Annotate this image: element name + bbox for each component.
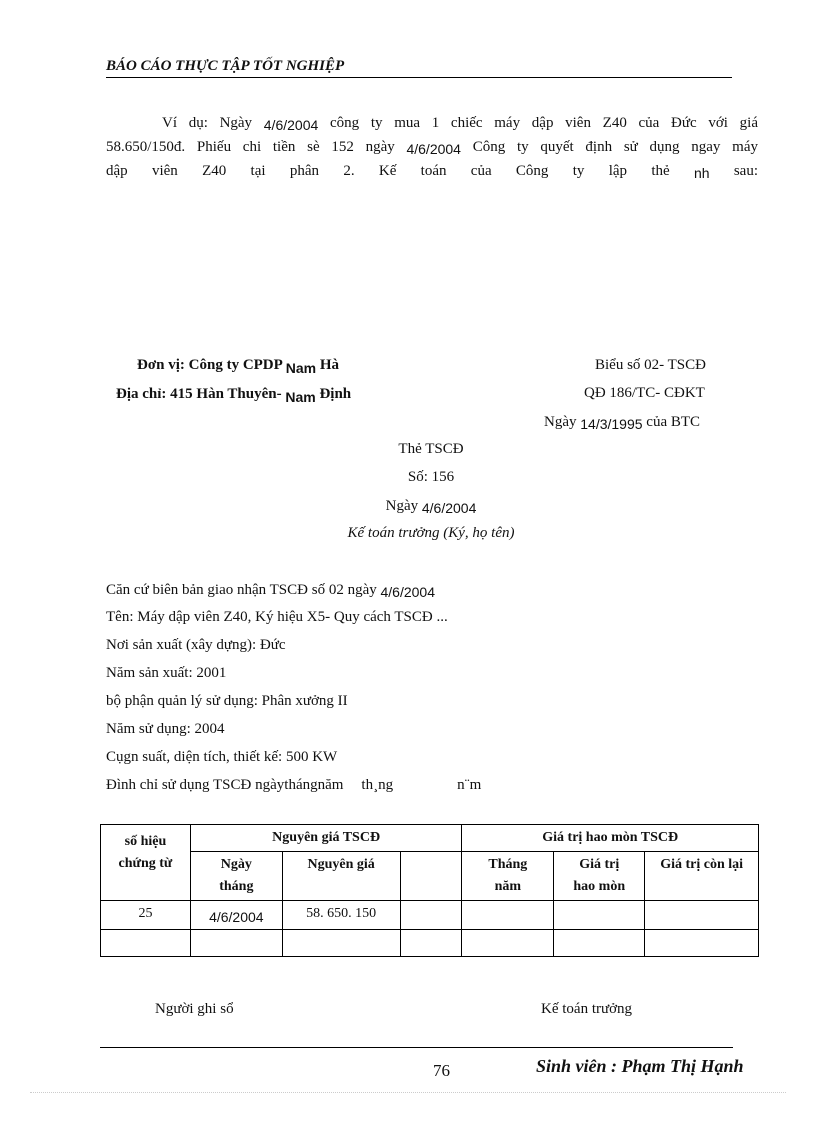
col-blank-header: [400, 852, 462, 901]
col-original-header: Nguyên giá: [282, 852, 400, 901]
col-date-header: Ngày tháng: [190, 852, 282, 901]
cell-empty: [462, 930, 554, 957]
cell-empty: [282, 930, 400, 957]
year-in-use: Năm sử dụng: 2004: [106, 721, 225, 737]
cell-empty: [400, 901, 462, 930]
card-title: Thẻ TSCĐ: [398, 441, 464, 457]
intro-line-1: Ví dụ: Ngày 4/6/2004 công ty mua 1 chiếc máy dập viên Z40 của Đức với giá: [162, 115, 758, 133]
unit-address: Địa chỉ: 415 Hàn Thuyên- Nam Định: [116, 386, 352, 405]
table-row: [101, 901, 759, 930]
student-name: Sinh viên : Phạm Thị Hạnh: [536, 1056, 744, 1076]
asset-table: [100, 824, 759, 957]
cell-empty: [462, 901, 554, 930]
card-date: Ngày 4/6/2004: [385, 498, 477, 516]
cell-original: 58. 650. 150: [282, 901, 400, 930]
asset-origin: Nơi sản xuất (xây dựng): Đức: [106, 637, 286, 653]
unit-name: Đơn vị: Công ty CPDP Nam Hà: [137, 357, 340, 376]
cell-doc: 25: [101, 901, 191, 930]
table-header-row: [101, 825, 759, 852]
group-depreciation-header: Giá trị hao mòn TSCĐ: [462, 825, 759, 852]
capacity: Cụgn suất, diện tích, thiết kế: 500 KW: [106, 749, 338, 765]
department: bộ phận quản lý sử dụng: Phân xưởng II: [106, 693, 348, 709]
group-original-header: Nguyên giá TSCĐ: [190, 825, 462, 852]
table-subheader-row: [101, 852, 759, 901]
card-signer: Kế toán trưởng (Ký, họ tên): [347, 525, 515, 541]
report-title: BÁO CÁO THỰC TẬP TỐT NGHIỆP: [106, 58, 345, 74]
card-number: Số: 156: [407, 469, 455, 485]
cell-empty: [554, 901, 645, 930]
col-depreciation-header: Giá trị hao mòn: [554, 852, 645, 901]
intro-line-3: dập viên Z40 tại phân 2. Kế toán của Công ty lập thẻ nh sau:: [106, 163, 758, 181]
table-row: [101, 930, 759, 957]
asset-name: Tên: Máy dập viên Z40, Ký hiệu X5- Quy cách TSCĐ ...: [106, 609, 448, 625]
decision-date: Ngày 14/3/1995 của BTC: [544, 414, 701, 432]
footer-divider: [100, 1047, 733, 1048]
cell-empty: [554, 930, 645, 957]
cell-empty: [400, 930, 462, 957]
stop-usage: Đình chỉ sử dụng TSCĐ ngàythángnăm th¸ng n¨m: [106, 777, 482, 793]
basis-line: Căn cứ biên bản giao nhận TSCĐ số 02 ngày 4/6/2004: [106, 582, 435, 600]
intro-line-2: 58.650/150đ. Phiếu chi tiền sè 152 ngày 4/6/2004 Công ty quyết định sử dụng ngay máy: [106, 139, 758, 157]
cell-empty: [645, 930, 759, 957]
signature-chief-accountant: Kế toán trưởng: [541, 1001, 633, 1017]
header-divider: [106, 77, 732, 78]
cell-date: 4/6/2004: [190, 901, 282, 930]
page-number: 76: [433, 1061, 450, 1080]
cell-empty: [101, 930, 191, 957]
col-doc-header: số hiệu chứng từ: [101, 825, 191, 901]
year-manufactured: Năm sản xuất: 2001: [106, 665, 227, 681]
col-month-header: Tháng năm: [462, 852, 554, 901]
decision-ref: QĐ 186/TC- CĐKT: [584, 385, 705, 401]
signature-recorder: Người ghi sổ: [155, 1001, 234, 1017]
intro-paragraph: [106, 110, 758, 182]
cell-empty: [190, 930, 282, 957]
page-bottom-rule: [30, 1092, 786, 1093]
form-number: Biểu số 02- TSCĐ: [595, 357, 706, 373]
col-remaining-header: Giá trị còn lại: [645, 852, 759, 901]
cell-empty: [645, 901, 759, 930]
